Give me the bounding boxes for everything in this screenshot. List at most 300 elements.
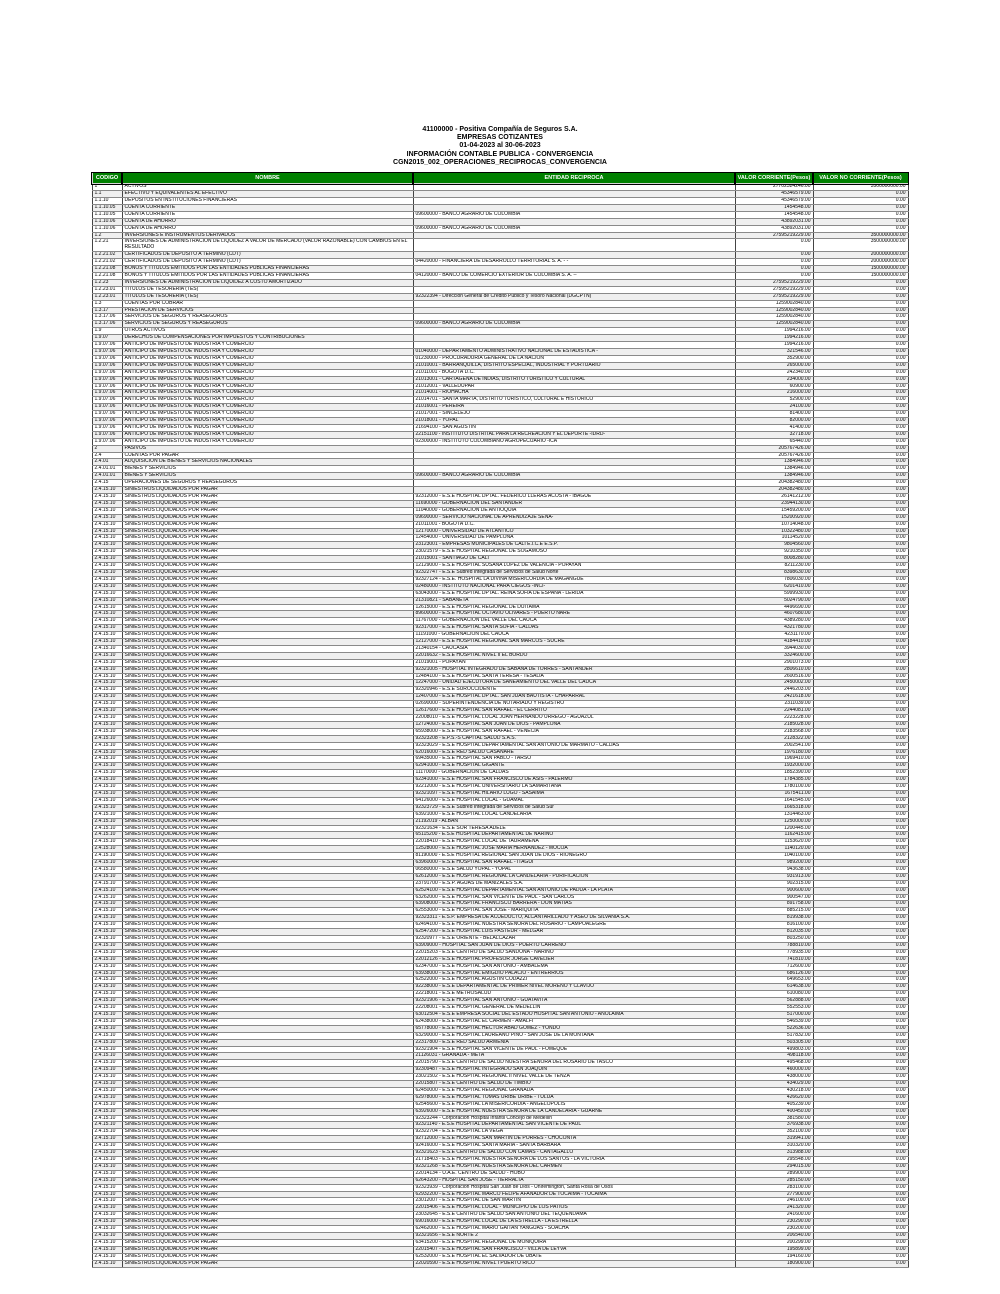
code-cell: 2.4.15.10 bbox=[92, 942, 122, 949]
code-cell: 2.4.15.10 bbox=[92, 487, 122, 494]
entity-cell: 21018001 - YOPAL bbox=[413, 418, 735, 425]
valor-no-corriente-cell: 0.00 bbox=[813, 321, 908, 328]
name-cell: DEPÓSITOS EN INSTITUCIONES FINANCIERAS bbox=[122, 198, 413, 205]
table-row bbox=[92, 1143, 908, 1150]
valor-no-corriente-cell: 0.00 bbox=[813, 742, 908, 749]
table-row bbox=[92, 1087, 908, 1094]
name-cell: PASIVOS bbox=[122, 445, 413, 452]
valor-no-corriente-cell: 0.00 bbox=[813, 715, 908, 722]
name-cell: SINIESTROS LIQUIDADOS POR PAGAR bbox=[122, 811, 413, 818]
valor-corriente-cell: 1384946.00 bbox=[735, 459, 813, 466]
name-cell: SINIESTROS LIQUIDADOS POR PAGAR bbox=[122, 1157, 413, 1164]
valor-no-corriente-cell: 0.00 bbox=[813, 1136, 908, 1143]
valor-no-corriente-cell: 0.00 bbox=[813, 590, 908, 597]
table-row bbox=[92, 300, 908, 307]
code-cell: 1.2.23 bbox=[92, 279, 122, 286]
entity-cell: 09600000 - BANCO AGRARIO DE COLOMBIA bbox=[413, 473, 735, 480]
entity-cell bbox=[413, 232, 735, 239]
code-cell: 2.4.15.10 bbox=[92, 1163, 122, 1170]
valor-corriente-cell: 610080.00 bbox=[735, 991, 813, 998]
valor-corriente-cell: 741810.00 bbox=[735, 956, 813, 963]
valor-corriente-cell: 81400.00 bbox=[735, 411, 813, 418]
entity-cell: 62547200 - E.S.E HOSPITAL LUIS PASTEUR - MELGAR bbox=[413, 929, 735, 936]
entity-cell: 21192019 - ALBÁN bbox=[413, 818, 735, 825]
table-row bbox=[92, 549, 908, 556]
valor-no-corriente-cell: 3500000000.00 bbox=[813, 232, 908, 239]
entity-cell: 21012001 - VALLEDUPAR bbox=[413, 383, 735, 390]
name-cell: SINIESTROS LIQUIDADOS POR PAGAR bbox=[122, 576, 413, 583]
table-row bbox=[92, 963, 908, 970]
name-cell: SINIESTROS LIQUIDADOS POR PAGAR bbox=[122, 832, 413, 839]
code-cell: 1.2.21 bbox=[92, 239, 122, 252]
table-row bbox=[92, 942, 908, 949]
name-cell: SINIESTROS LIQUIDADOS POR PAGAR bbox=[122, 1005, 413, 1012]
valor-no-corriente-cell: 0.00 bbox=[813, 652, 908, 659]
name-cell: SINIESTROS LIQUIDADOS POR PAGAR bbox=[122, 1253, 413, 1260]
valor-no-corriente-cell: 0.00 bbox=[813, 1143, 908, 1150]
valor-no-corriente-cell: 0.00 bbox=[813, 1170, 908, 1177]
valor-corriente-cell: 4321780.00 bbox=[735, 625, 813, 632]
valor-no-corriente-cell: 0.00 bbox=[813, 1094, 908, 1101]
table-row bbox=[92, 618, 908, 625]
valor-corriente-cell: 41400.00 bbox=[735, 424, 813, 431]
valor-no-corriente-cell: 0.00 bbox=[813, 1260, 908, 1267]
name-cell: ANTICIPO DE IMPUESTO DE INDUSTRIA Y COMERCIO bbox=[122, 362, 413, 369]
table-row bbox=[92, 1115, 908, 1122]
name-cell: SINIESTROS LIQUIDADOS POR PAGAR bbox=[122, 846, 413, 853]
name-cell: ACTIVOS bbox=[122, 184, 413, 191]
entity-cell: 63908000 - E.S.E HOSPITAL FRANCISCO BARRERA - DON MATIAS bbox=[413, 901, 735, 908]
name-cell: SINIESTROS LIQUIDADOS POR PAGAR bbox=[122, 535, 413, 542]
entity-cell: 11767000 - GOBERNACIÓN DEL VALLE DEL CAUCA bbox=[413, 618, 735, 625]
table-row bbox=[92, 507, 908, 514]
valor-corriente-cell: 2002541.00 bbox=[735, 742, 813, 749]
name-cell: SINIESTROS LIQUIDADOS POR PAGAR bbox=[122, 1067, 413, 1074]
entity-cell: 89600000 - E.S.E HOSPITAL OCTAVIO OLIVARES - PUERTO NARE bbox=[413, 611, 735, 618]
entity-cell: 21310821 - SABANETA bbox=[413, 597, 735, 604]
entity-cell: 22218001 - E.S.E METROSALUD bbox=[413, 991, 735, 998]
name-cell: CUENTA DE AHORRO bbox=[122, 225, 413, 232]
valor-corriente-cell: 4231170.00 bbox=[735, 632, 813, 639]
entity-cell: 21014701 - SANTA MARTA, DISTRITO TURISTICO, CULTURAL E HISTORICO bbox=[413, 397, 735, 404]
entity-cell: 92323029 - E.S.E HOSPITAL DEPARTAMENTAL SAN ANTONIO DE MARMATO - CALDAS bbox=[413, 742, 735, 749]
valor-corriente-cell: 1250000.00 bbox=[735, 818, 813, 825]
code-cell: 2.4.15 bbox=[92, 480, 122, 487]
entity-cell bbox=[413, 480, 735, 487]
table-row bbox=[92, 1163, 908, 1170]
entity-cell: 92320977 - E.S.E ORIENTE - BELALCAZAR bbox=[413, 936, 735, 943]
valor-corriente-cell: 499803.00 bbox=[735, 1046, 813, 1053]
table-row bbox=[92, 804, 908, 811]
valor-no-corriente-cell: 0.00 bbox=[813, 915, 908, 922]
entity-cell: 21010001 - BARRANQUILLA, DISTRITO ESPECIAL, INDUSTRIAL Y PORTUARIO bbox=[413, 362, 735, 369]
name-cell: CUENTAS POR PAGAR bbox=[122, 452, 413, 459]
code-cell: 2.4.15.10 bbox=[92, 494, 122, 501]
entity-cell: 21016001 - PEREIRA bbox=[413, 404, 735, 411]
name-cell: SINIESTROS LIQUIDADOS POR PAGAR bbox=[122, 873, 413, 880]
entity-cell: 62553000 - E.S.E HOSPITAL SAN JOSE - MARIQUITA bbox=[413, 908, 735, 915]
code-cell: 2.4.15.10 bbox=[92, 1129, 122, 1136]
name-cell: ANTICIPO DE IMPUESTO DE INDUSTRIA Y COMERCIO bbox=[122, 438, 413, 445]
valor-corriente-cell: 10114520.00 bbox=[735, 535, 813, 542]
valor-corriente-cell: 82000.00 bbox=[735, 418, 813, 425]
table-row bbox=[92, 307, 908, 314]
entity-cell bbox=[413, 300, 735, 307]
entity-cell: 92212000 - E.S.E HOSPITAL UNIVERSITARIO LA SAMARITANA bbox=[413, 784, 735, 791]
code-cell: 1.9.07.06 bbox=[92, 342, 122, 349]
valor-corriente-cell: 180900.00 bbox=[735, 1260, 813, 1267]
code-cell: 1.1.10.06 bbox=[92, 225, 122, 232]
name-cell: SINIESTROS LIQUIDADOS POR PAGAR bbox=[122, 549, 413, 556]
valor-corriente-cell: 295548.00 bbox=[735, 1157, 813, 1164]
entity-cell: 63921000 - E.S.E HOSPITAL LOCAL CANDELARIA bbox=[413, 811, 735, 818]
code-cell: 2.4.15.10 bbox=[92, 818, 122, 825]
code-cell: 2.4.15.10 bbox=[92, 1177, 122, 1184]
valor-corriente-cell: 3324600.00 bbox=[735, 652, 813, 659]
valor-no-corriente-cell: 1500000000.00 bbox=[813, 266, 908, 273]
valor-no-corriente-cell: 0.00 bbox=[813, 956, 908, 963]
name-cell: SINIESTROS LIQUIDADOS POR PAGAR bbox=[122, 1163, 413, 1170]
valor-no-corriente-cell: 0.00 bbox=[813, 604, 908, 611]
entity-cell bbox=[413, 307, 735, 314]
valor-no-corriente-cell: 0.00 bbox=[813, 293, 908, 300]
valor-corriente-cell: 216000.00 bbox=[735, 390, 813, 397]
table-row bbox=[92, 576, 908, 583]
valor-no-corriente-cell: 0.00 bbox=[813, 535, 908, 542]
valor-no-corriente-cell: 0.00 bbox=[813, 542, 908, 549]
entity-cell: 22016632 - E.S.E HOSPITAL NIVEL II EL BORDO bbox=[413, 652, 735, 659]
valor-corriente-cell: 522636.00 bbox=[735, 1025, 813, 1032]
code-cell: 2.4.15.10 bbox=[92, 929, 122, 936]
name-cell: SINIESTROS LIQUIDADOS POR PAGAR bbox=[122, 1226, 413, 1233]
entity-cell bbox=[413, 328, 735, 335]
name-cell: SINIESTROS LIQUIDADOS POR PAGAR bbox=[122, 839, 413, 846]
code-cell: 2.4.15.10 bbox=[92, 701, 122, 708]
name-cell: SINIESTROS LIQUIDADOS POR PAGAR bbox=[122, 853, 413, 860]
valor-corriente-cell: 1140120.00 bbox=[735, 846, 813, 853]
name-cell: SINIESTROS LIQUIDADOS POR PAGAR bbox=[122, 1101, 413, 1108]
valor-no-corriente-cell: 0.00 bbox=[813, 1046, 908, 1053]
valor-corriente-cell: 8398630.00 bbox=[735, 569, 813, 576]
entity-cell: 65115200 - E.S.E HOSPITAL DEPARTAMENTAL DE NARIÑO bbox=[413, 832, 735, 839]
entity-cell bbox=[413, 452, 735, 459]
entity-cell: 92322394 - Dirección General de Crédito Público y Tesoro Nacional (DGCPTN) bbox=[413, 293, 735, 300]
name-cell: SINIESTROS LIQUIDADOS POR PAGAR bbox=[122, 500, 413, 507]
entity-cell: 21017001 - SINCELEJO bbox=[413, 411, 735, 418]
valor-corriente-cell: 1040100.00 bbox=[735, 853, 813, 860]
code-cell: 1.9.07.06 bbox=[92, 411, 122, 418]
code-cell: 2.4.15.10 bbox=[92, 797, 122, 804]
entity-cell: 22015203 - E.S.E CENTRO DE SALUD SANDONA - NARIÑO bbox=[413, 949, 735, 956]
valor-corriente-cell: 2446203.00 bbox=[735, 687, 813, 694]
valor-corriente-cell: 204382480.00 bbox=[735, 487, 813, 494]
entity-cell: 09690000 - SERVICIO NACIONAL DE APRENDIZAJE SENA- bbox=[413, 514, 735, 521]
name-cell: SINIESTROS LIQUIDADOS POR PAGAR bbox=[122, 887, 413, 894]
name-cell: SINIESTROS LIQUIDADOS POR PAGAR bbox=[122, 715, 413, 722]
table-row bbox=[92, 1136, 908, 1143]
entity-cell: 69016000 - E.S.E HOSPITAL LOCAL DE LA ESTRELLA - LA ESTRELLA bbox=[413, 1219, 735, 1226]
entity-cell: 63043000 - E.S.E HOSPITAL DPTAL. REINA SOFIA DE ESPAÑA - LERIDA bbox=[413, 590, 735, 597]
name-cell: SINIESTROS LIQUIDADOS POR PAGAR bbox=[122, 1025, 413, 1032]
entity-cell: 04120000 - BANCO DE COMERCIO EXTERIOR DE COLOMBIA S. A. -- bbox=[413, 273, 735, 280]
table-row bbox=[92, 342, 908, 349]
valor-corriente-cell: 0.00 bbox=[735, 252, 813, 259]
valor-corriente-cell: 246100.00 bbox=[735, 1198, 813, 1205]
name-cell: SINIESTROS LIQUIDADOS POR PAGAR bbox=[122, 1039, 413, 1046]
valor-corriente-cell: 194160.00 bbox=[735, 1253, 813, 1260]
code-cell: 2.4.15.10 bbox=[92, 569, 122, 576]
valor-corriente-cell: 1314463.00 bbox=[735, 811, 813, 818]
valor-corriente-cell: 434029.00 bbox=[735, 1081, 813, 1088]
code-cell: 2.4.15.10 bbox=[92, 1053, 122, 1060]
name-cell: SINIESTROS LIQUIDADOS POR PAGAR bbox=[122, 991, 413, 998]
table-row bbox=[92, 715, 908, 722]
table-row bbox=[92, 487, 908, 494]
valor-corriente-cell: 294015.00 bbox=[735, 1163, 813, 1170]
table-row bbox=[92, 936, 908, 943]
valor-no-corriente-cell: 0.00 bbox=[813, 569, 908, 576]
valor-no-corriente-cell: 0.00 bbox=[813, 390, 908, 397]
code-cell: 2.4.15.10 bbox=[92, 576, 122, 583]
table-row bbox=[92, 239, 908, 252]
table-row bbox=[92, 480, 908, 487]
entity-cell: 62462000 - E.S.E HOSPITAL MARIO GAITAN YANGUAS - SOACHA bbox=[413, 1226, 735, 1233]
valor-no-corriente-cell: 0.00 bbox=[813, 728, 908, 735]
valor-no-corriente-cell: 0.00 bbox=[813, 680, 908, 687]
code-cell: 2.4.15.10 bbox=[92, 597, 122, 604]
code-cell: 2.4.15.10 bbox=[92, 1219, 122, 1226]
code-cell: 2.4.15.10 bbox=[92, 1011, 122, 1018]
code-cell: 2.4.15.10 bbox=[92, 956, 122, 963]
name-cell: SINIESTROS LIQUIDADOS POR PAGAR bbox=[122, 922, 413, 929]
name-cell: SINIESTROS LIQUIDADOS POR PAGAR bbox=[122, 1032, 413, 1039]
valor-no-corriente-cell: 0.00 bbox=[813, 528, 908, 535]
valor-corriente-cell: 27595219229.00 bbox=[735, 293, 813, 300]
name-cell: INVERSIONES E INSTRUMENTOS DERIVADOS bbox=[122, 232, 413, 239]
valor-no-corriente-cell: 0.00 bbox=[813, 556, 908, 563]
valor-no-corriente-cell: 0.00 bbox=[813, 204, 908, 211]
entity-cell: 92321268 - E.S.E HOSPITAL NUESTRA SEÑORA DEL CARMEN bbox=[413, 1163, 735, 1170]
name-cell: CERTIFICADOS DE DEPÓSITO A TERMINO (CDT) bbox=[122, 259, 413, 266]
name-cell: BIENES Y SERVICIOS bbox=[122, 473, 413, 480]
entity-cell: 09600000 - BANCO AGRARIO DE COLOMBIA bbox=[413, 211, 735, 218]
code-cell: 2.4 bbox=[92, 452, 122, 459]
code-cell: 1.2.23.01 bbox=[92, 293, 122, 300]
valor-no-corriente-cell: 0.00 bbox=[813, 466, 908, 473]
table-row bbox=[92, 1081, 908, 1088]
table-row bbox=[92, 1094, 908, 1101]
name-cell: ANTICIPO DE IMPUESTO DE INDUSTRIA Y COMERCIO bbox=[122, 342, 413, 349]
name-cell: SINIESTROS LIQUIDADOS POR PAGAR bbox=[122, 1011, 413, 1018]
valor-no-corriente-cell: 0.00 bbox=[813, 1163, 908, 1170]
table-row bbox=[92, 721, 908, 728]
table-row bbox=[92, 977, 908, 984]
valor-corriente-cell: 1994216.00 bbox=[735, 342, 813, 349]
table-row bbox=[92, 542, 908, 549]
entity-cell: 92321634 - E.S.E SOR TERESA ADELE bbox=[413, 825, 735, 832]
table-row bbox=[92, 915, 908, 922]
code-cell: 2.4.15.10 bbox=[92, 666, 122, 673]
valor-corriente-cell: 2183568.00 bbox=[735, 728, 813, 735]
name-cell: SINIESTROS LIQUIDADOS POR PAGAR bbox=[122, 777, 413, 784]
valor-no-corriente-cell: 0.00 bbox=[813, 191, 908, 198]
valor-no-corriente-cell: 0.00 bbox=[813, 887, 908, 894]
code-cell: 2.4.15.10 bbox=[92, 825, 122, 832]
valor-corriente-cell: 230200.00 bbox=[735, 1226, 813, 1233]
valor-corriente-cell: 517832.00 bbox=[735, 1032, 813, 1039]
table-row bbox=[92, 1260, 908, 1267]
code-cell: 2.4.15.10 bbox=[92, 1198, 122, 1205]
table-row bbox=[92, 279, 908, 286]
code-cell: 2.4.15.10 bbox=[92, 645, 122, 652]
table-row bbox=[92, 1177, 908, 1184]
name-cell: SINIESTROS LIQUIDADOS POR PAGAR bbox=[122, 770, 413, 777]
table-row bbox=[92, 528, 908, 535]
name-cell: SINIESTROS LIQUIDADOS POR PAGAR bbox=[122, 763, 413, 770]
entity-cell bbox=[413, 314, 735, 321]
entity-cell: 62932200 - E.S.E HOSPITAL MARCO FELIPE AFANADOR DE TOCAIMA - TOCAIMA bbox=[413, 1191, 735, 1198]
table-row bbox=[92, 742, 908, 749]
entity-cell: 92321140 - E.S.E HOSPITAL DEPARTAMENTAL SAN VICENTE DE PAUL bbox=[413, 1122, 735, 1129]
code-cell: 1.9.07.06 bbox=[92, 404, 122, 411]
table-row bbox=[92, 632, 908, 639]
table-row bbox=[92, 535, 908, 542]
entity-cell: 62438000 - E.S.E HOSPITAL EL CARMEN - AMALFI bbox=[413, 1018, 735, 1025]
name-cell: SINIESTROS LIQUIDADOS POR PAGAR bbox=[122, 590, 413, 597]
name-cell: SINIESTROS LIQUIDADOS POR PAGAR bbox=[122, 618, 413, 625]
entity-cell: 64126000 - E.S.E HOSPITAL LOCAL - GUAMAL bbox=[413, 797, 735, 804]
code-cell: 1.9.07.06 bbox=[92, 424, 122, 431]
name-cell: SINIESTROS LIQUIDADOS POR PAGAR bbox=[122, 494, 413, 501]
valor-corriente-cell: 5999930.00 bbox=[735, 590, 813, 597]
valor-corriente-cell: 1852390.00 bbox=[735, 770, 813, 777]
table-row bbox=[92, 335, 908, 342]
table-row bbox=[92, 770, 908, 777]
name-cell: SINIESTROS LIQUIDADOS POR PAGAR bbox=[122, 1060, 413, 1067]
valor-corriente-cell: 289900.00 bbox=[735, 1170, 813, 1177]
code-cell: 2.4.15.10 bbox=[92, 1205, 122, 1212]
valor-no-corriente-cell: 0.00 bbox=[813, 1212, 908, 1219]
code-cell: 2.4.15.10 bbox=[92, 1101, 122, 1108]
entity-cell: 22018410 - E.S.E HOSPITAL LOCAL DE TAURAMENA bbox=[413, 839, 735, 846]
code-cell: 2.4.15.10 bbox=[92, 680, 122, 687]
valor-corriente-cell: 352100.00 bbox=[735, 1129, 813, 1136]
code-cell: 2.4.15.10 bbox=[92, 1143, 122, 1150]
valor-corriente-cell: 242340.00 bbox=[735, 369, 813, 376]
column-header-1: NOMBRE bbox=[122, 173, 413, 184]
table-row bbox=[92, 1101, 908, 1108]
name-cell: SINIESTROS LIQUIDADOS POR PAGAR bbox=[122, 984, 413, 991]
table-row bbox=[92, 252, 908, 259]
entity-cell: 62522000 - E.S.E HOSPITAL AGUSTIN CODAZZI bbox=[413, 977, 735, 984]
column-header-0: CODIGO bbox=[92, 173, 122, 184]
name-cell: SINIESTROS LIQUIDADOS POR PAGAR bbox=[122, 860, 413, 867]
code-cell: 2.4.15.10 bbox=[92, 715, 122, 722]
code-cell: 2.4.15.10 bbox=[92, 977, 122, 984]
table-row bbox=[92, 652, 908, 659]
valor-no-corriente-cell: 0.00 bbox=[813, 1115, 908, 1122]
entity-cell: 92321906 - E.S.E HOSPITAL SAN ANTONIO - GUATAVITA bbox=[413, 998, 735, 1005]
code-cell: 1.9.07.06 bbox=[92, 348, 122, 355]
table-row bbox=[92, 404, 908, 411]
valor-corriente-cell: 285150.00 bbox=[735, 1177, 813, 1184]
name-cell: SINIESTROS LIQUIDADOS POR PAGAR bbox=[122, 708, 413, 715]
entity-cell bbox=[413, 266, 735, 273]
entity-cell: 62016000 - E.S.E RED SALUD CASANARE bbox=[413, 749, 735, 756]
valor-no-corriente-cell: 0.00 bbox=[813, 790, 908, 797]
valor-corriente-cell: 1994216.00 bbox=[735, 335, 813, 342]
valor-corriente-cell: 2421618.00 bbox=[735, 694, 813, 701]
code-cell: 1.3.17.06 bbox=[92, 321, 122, 328]
code-cell: 2.4.15.10 bbox=[92, 1108, 122, 1115]
code-cell: 2.4.15.10 bbox=[92, 756, 122, 763]
entity-cell: 23012007 - E.S.E HOSPITAL DE SAN MARTIN bbox=[413, 1198, 735, 1205]
valor-corriente-cell: 712600.00 bbox=[735, 963, 813, 970]
code-cell: 2.4.15.10 bbox=[92, 1157, 122, 1164]
entity-cell: 12617600 - E.S.E HOSPITAL SAN RAFAEL - EL CERRITO bbox=[413, 708, 735, 715]
name-cell: SINIESTROS LIQUIDADOS POR PAGAR bbox=[122, 666, 413, 673]
valor-no-corriente-cell: 2000000000.00 bbox=[813, 259, 908, 266]
name-cell: BONOS Y TITULOS EMITIDOS POR LAS ENTIDADES PÚBLICAS FINANCIERAS bbox=[122, 266, 413, 273]
name-cell: SINIESTROS LIQUIDADOS POR PAGAR bbox=[122, 528, 413, 535]
name-cell: SINIESTROS LIQUIDADOS POR PAGAR bbox=[122, 632, 413, 639]
valor-corriente-cell: 1780100.00 bbox=[735, 784, 813, 791]
valor-no-corriente-cell: 0.00 bbox=[813, 880, 908, 887]
entity-cell: 92317000 - E.S.E HOSPITAL SANTA SOFIA - CALDAS bbox=[413, 625, 735, 632]
valor-corriente-cell: 381580.00 bbox=[735, 1115, 813, 1122]
valor-corriente-cell: 1162415.00 bbox=[735, 832, 813, 839]
name-cell: CUENTA CORRIENTE bbox=[122, 211, 413, 218]
entity-cell: 22012126 - E.S.E HOSPITAL PROFESOR JORGE CAVELIER bbox=[413, 956, 735, 963]
name-cell: DERECHOS DE COMPENSACIONES POR IMPUESTOS Y CONTRIBUCIONES bbox=[122, 335, 413, 342]
valor-no-corriente-cell: 0.00 bbox=[813, 1232, 908, 1239]
entity-cell bbox=[413, 466, 735, 473]
valor-no-corriente-cell: 0.00 bbox=[813, 307, 908, 314]
name-cell: TITULOS DE TESORERIA (TES) bbox=[122, 293, 413, 300]
table-row bbox=[92, 204, 908, 211]
entity-cell: 92238000 - E.S.E DEPARTAMENTAL DE PRIMER NIVEL MORENO Y CLAVIJO bbox=[413, 984, 735, 991]
code-cell: 1.2.21.02 bbox=[92, 259, 122, 266]
table-row bbox=[92, 191, 908, 198]
table-row bbox=[92, 625, 908, 632]
entity-cell bbox=[413, 342, 735, 349]
table-row bbox=[92, 286, 908, 293]
valor-corriente-cell: 1384946.00 bbox=[735, 466, 813, 473]
valor-corriente-cell: 788810.00 bbox=[735, 942, 813, 949]
valor-corriente-cell: 310320.00 bbox=[735, 1143, 813, 1150]
table-row bbox=[92, 1239, 908, 1246]
valor-corriente-cell: 1675411.00 bbox=[735, 790, 813, 797]
name-cell: SINIESTROS LIQUIDADOS POR PAGAR bbox=[122, 487, 413, 494]
valor-corriente-cell: 517000.00 bbox=[735, 1011, 813, 1018]
name-cell: SINIESTROS LIQUIDADOS POR PAGAR bbox=[122, 694, 413, 701]
table-row bbox=[92, 583, 908, 590]
name-cell: SINIESTROS LIQUIDADOS POR PAGAR bbox=[122, 942, 413, 949]
code-cell: 2.4.15.10 bbox=[92, 1260, 122, 1267]
code-cell: 1.9.07.06 bbox=[92, 431, 122, 438]
entity-cell: 92323244 - Corporación Hospital Infantil Concejo de Medellín bbox=[413, 1115, 735, 1122]
table-row bbox=[92, 784, 908, 791]
valor-no-corriente-cell: 0.00 bbox=[813, 376, 908, 383]
valor-no-corriente-cell: 0.00 bbox=[813, 514, 908, 521]
valor-no-corriente-cell: 0.00 bbox=[813, 1253, 908, 1260]
table-row bbox=[92, 680, 908, 687]
valor-no-corriente-cell: 0.00 bbox=[813, 866, 908, 873]
code-cell: 1.2 bbox=[92, 232, 122, 239]
table-row bbox=[92, 611, 908, 618]
code-cell: 2.4.15.10 bbox=[92, 500, 122, 507]
valor-no-corriente-cell: 0.00 bbox=[813, 687, 908, 694]
